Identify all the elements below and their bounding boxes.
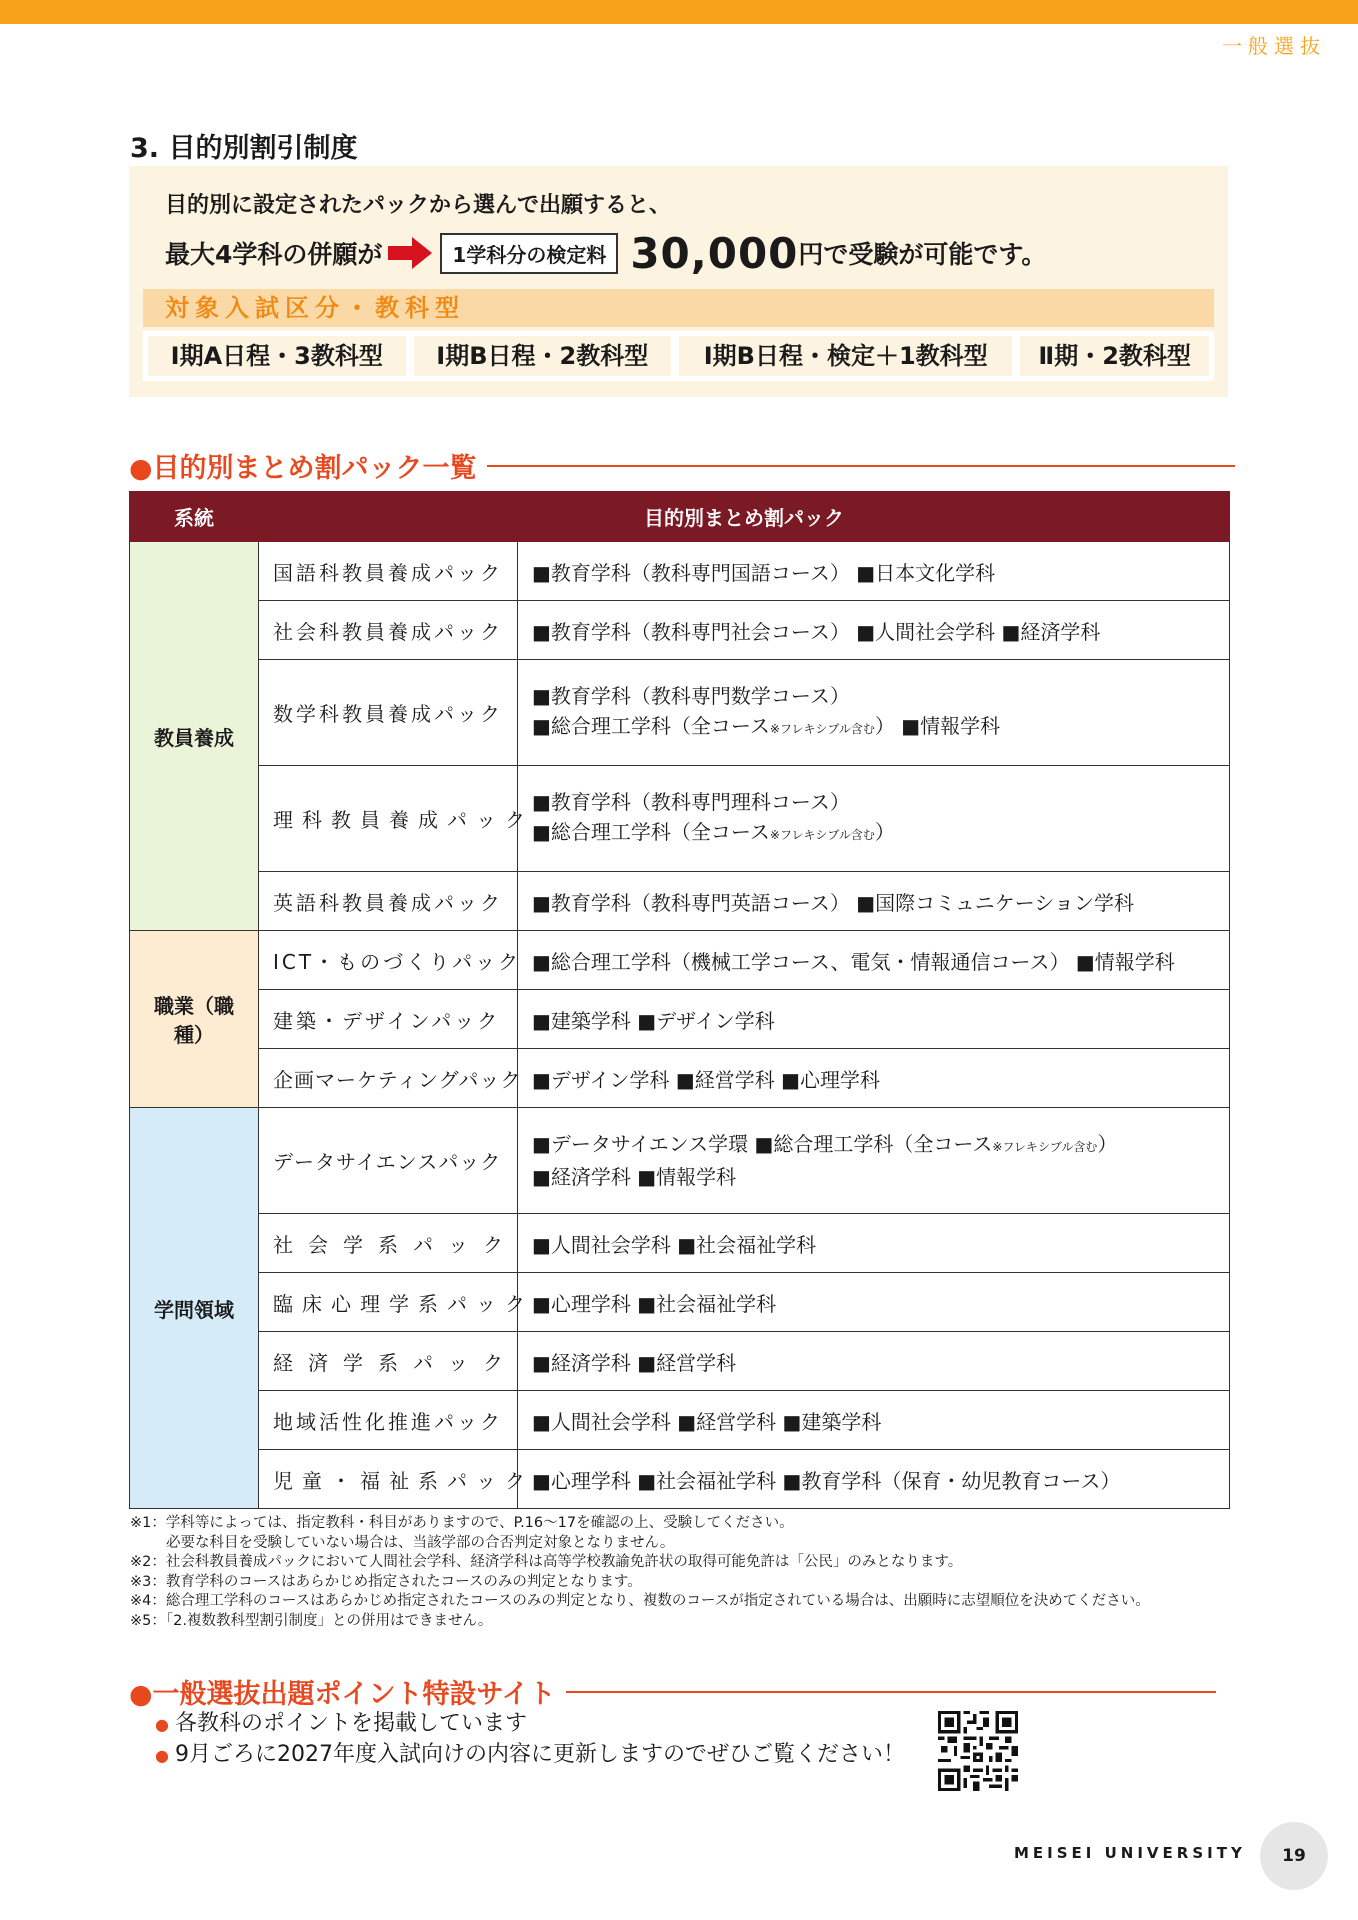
top-accent-bar [0,0,1358,24]
pack-depts: ■建築学科 ■デザイン学科 [518,990,1230,1049]
pack-name: 数学科教員養成パック [259,660,518,766]
discount-intro-line1: 目的別に設定されたパックから選んで出願すると、 [165,193,672,218]
special-site-title [129,1672,1216,1711]
table-row [130,542,1230,601]
target-exam-heading: 対象入試区分・教科型 [143,289,1214,327]
pack-depts: ■教育学科（教科専門社会コース） ■人間社会学科 ■経済学科 [518,601,1230,660]
pack-depts: ■デザイン学科 ■経営学科 ■心理学科 [518,1049,1230,1108]
price-suffix: 円で受験が可能です。 [798,240,1047,269]
intro-text: 最大4学科の併願が [165,240,383,269]
table-row [130,1273,1230,1332]
footnote: 必要な科目を受験していない場合は、当該学部の合否判定対象となりません。 [166,1534,675,1551]
price-value: 30,000 [630,228,799,278]
table-row [130,601,1230,660]
pack-depts: ■人間社会学科 ■社会福祉学科 [518,1214,1230,1273]
table-row [130,931,1230,990]
university-name: MEISEI UNIVERSITY [1014,1844,1246,1862]
pack-name: 建築・デザインパック [259,990,518,1049]
pack-depts: ■教育学科（教科専門理科コース） ■総合理工学科（全コース※フレキシブル含む） [518,766,1230,872]
page-number: 19 [1260,1822,1328,1890]
table-row [130,1332,1230,1391]
pack-depts: ■心理学科 ■社会福祉学科 [518,1273,1230,1332]
pack-depts: ■教育学科（教科専門国語コース） ■日本文化学科 [518,542,1230,601]
special-site-bullets [155,1709,905,1771]
pack-depts: ■データサイエンス学環 ■総合理工学科（全コース※フレキシブル含む） ■経済学科 ■情報学科 [518,1108,1230,1214]
header-pack: 目的別まとめ割パック [259,492,1230,542]
arrow-right-icon [388,237,432,269]
category-cell: 教員養成 [130,542,259,931]
pack-name: 地域活性化推進パック [259,1391,518,1450]
fee-label-box: 1学科分の検定料 [440,233,618,274]
pack-depts: ■心理学科 ■社会福祉学科 ■教育学科（保育・幼児教育コース） [518,1450,1230,1509]
pack-name: 英語科教員養成パック [259,872,518,931]
table-row [130,872,1230,931]
table-row [130,1108,1230,1214]
bullet-icon: ● [155,1715,169,1734]
footnote: ※1：学科等によっては、指定教科・科目がありますので、P.16～17を確認の上、受験してください。 [130,1515,794,1531]
pack-name: 臨床心理学系パック [259,1273,518,1332]
list-item: ● 9月ごろに2027年度入試向けの内容に更新しますのでぜひご覧ください！ [155,1742,905,1767]
table-row [130,660,1230,766]
qr-code-icon[interactable] [938,1711,1018,1791]
category-cell: 学問領域 [130,1108,259,1509]
pack-depts: ■総合理工学科（機械工学コース、電気・情報通信コース） ■情報学科 [518,931,1230,990]
pack-name: 理科教員養成パック [259,766,518,872]
table-header-row [130,492,1230,542]
footnotes [130,1514,1150,1631]
footnote: ※4：総合理工学科のコースはあらかじめ指定されたコースのみの判定となり、複数のコースが指定されている場合は、出願時に志望順位を決めてください。 [130,1593,1150,1609]
exam-type-row [143,331,1214,381]
discount-heading: 3. 目的別割引制度 [130,133,358,164]
footnote: ※3：教育学科のコースはあらかじめ指定されたコースのみの判定となります。 [130,1573,642,1590]
pack-name: 企画マーケティングパック [259,1049,518,1108]
bullet-icon: ● [155,1746,169,1765]
pack-name: データサイエンスパック [259,1108,518,1214]
title-rule [566,1691,1216,1693]
pack-name: 社会科教員養成パック [259,601,518,660]
exam-type-pill: Ⅰ期B日程・2教科型 [414,336,672,376]
special-site-title-text: ●一般選抜出題ポイント特設サイト [129,1679,556,1710]
pack-name: 国語科教員養成パック [259,542,518,601]
exam-type-pill: Ⅱ期・2教科型 [1020,336,1209,376]
pack-name: 社会学系パック [259,1214,518,1273]
table-row [130,990,1230,1049]
pack-name: ICT・ものづくりパック [259,931,518,990]
pack-depts: ■経済学科 ■経営学科 [518,1332,1230,1391]
category-cell: 職業（職種） [130,931,259,1108]
header-category: 系統 [130,492,259,542]
table-row [130,1049,1230,1108]
table-row [130,766,1230,872]
exam-type-pill: Ⅰ期B日程・検定＋1教科型 [679,336,1012,376]
pack-list-title-text: ●目的別まとめ割パック一覧 [129,453,477,484]
exam-type-pill: Ⅰ期A日程・3教科型 [148,336,406,376]
list-item: ● 各教科のポイントを掲載しています [155,1711,527,1736]
title-rule [487,465,1235,467]
pack-depts: ■教育学科（教科専門英語コース） ■国際コミュニケーション学科 [518,872,1230,931]
table-row [130,1391,1230,1450]
section-tag: 一般選抜 [1222,34,1326,58]
table-row [130,1450,1230,1509]
pack-table [129,491,1230,1509]
footnote: ※5：「2.複数教科型割引制度」との併用はできません。 [130,1612,493,1629]
pack-name: 経済学系パック [259,1332,518,1391]
table-row [130,1214,1230,1273]
pack-list-title [129,446,1235,485]
pack-name: 児童・福祉系パック [259,1450,518,1509]
footnote: ※2：社会科教員養成パックにおいて人間社会学科、経済学科は高等学校教諭免許状の取得可能免許は「公民」のみとなります。 [130,1554,963,1570]
pack-depts: ■人間社会学科 ■経営学科 ■建築学科 [518,1391,1230,1450]
pack-depts: ■教育学科（教科専門数学コース） ■総合理工学科（全コース※フレキシブル含む） ■情報学科 [518,660,1230,766]
discount-intro-line2 [165,228,1046,278]
discount-summary-box [129,166,1228,397]
